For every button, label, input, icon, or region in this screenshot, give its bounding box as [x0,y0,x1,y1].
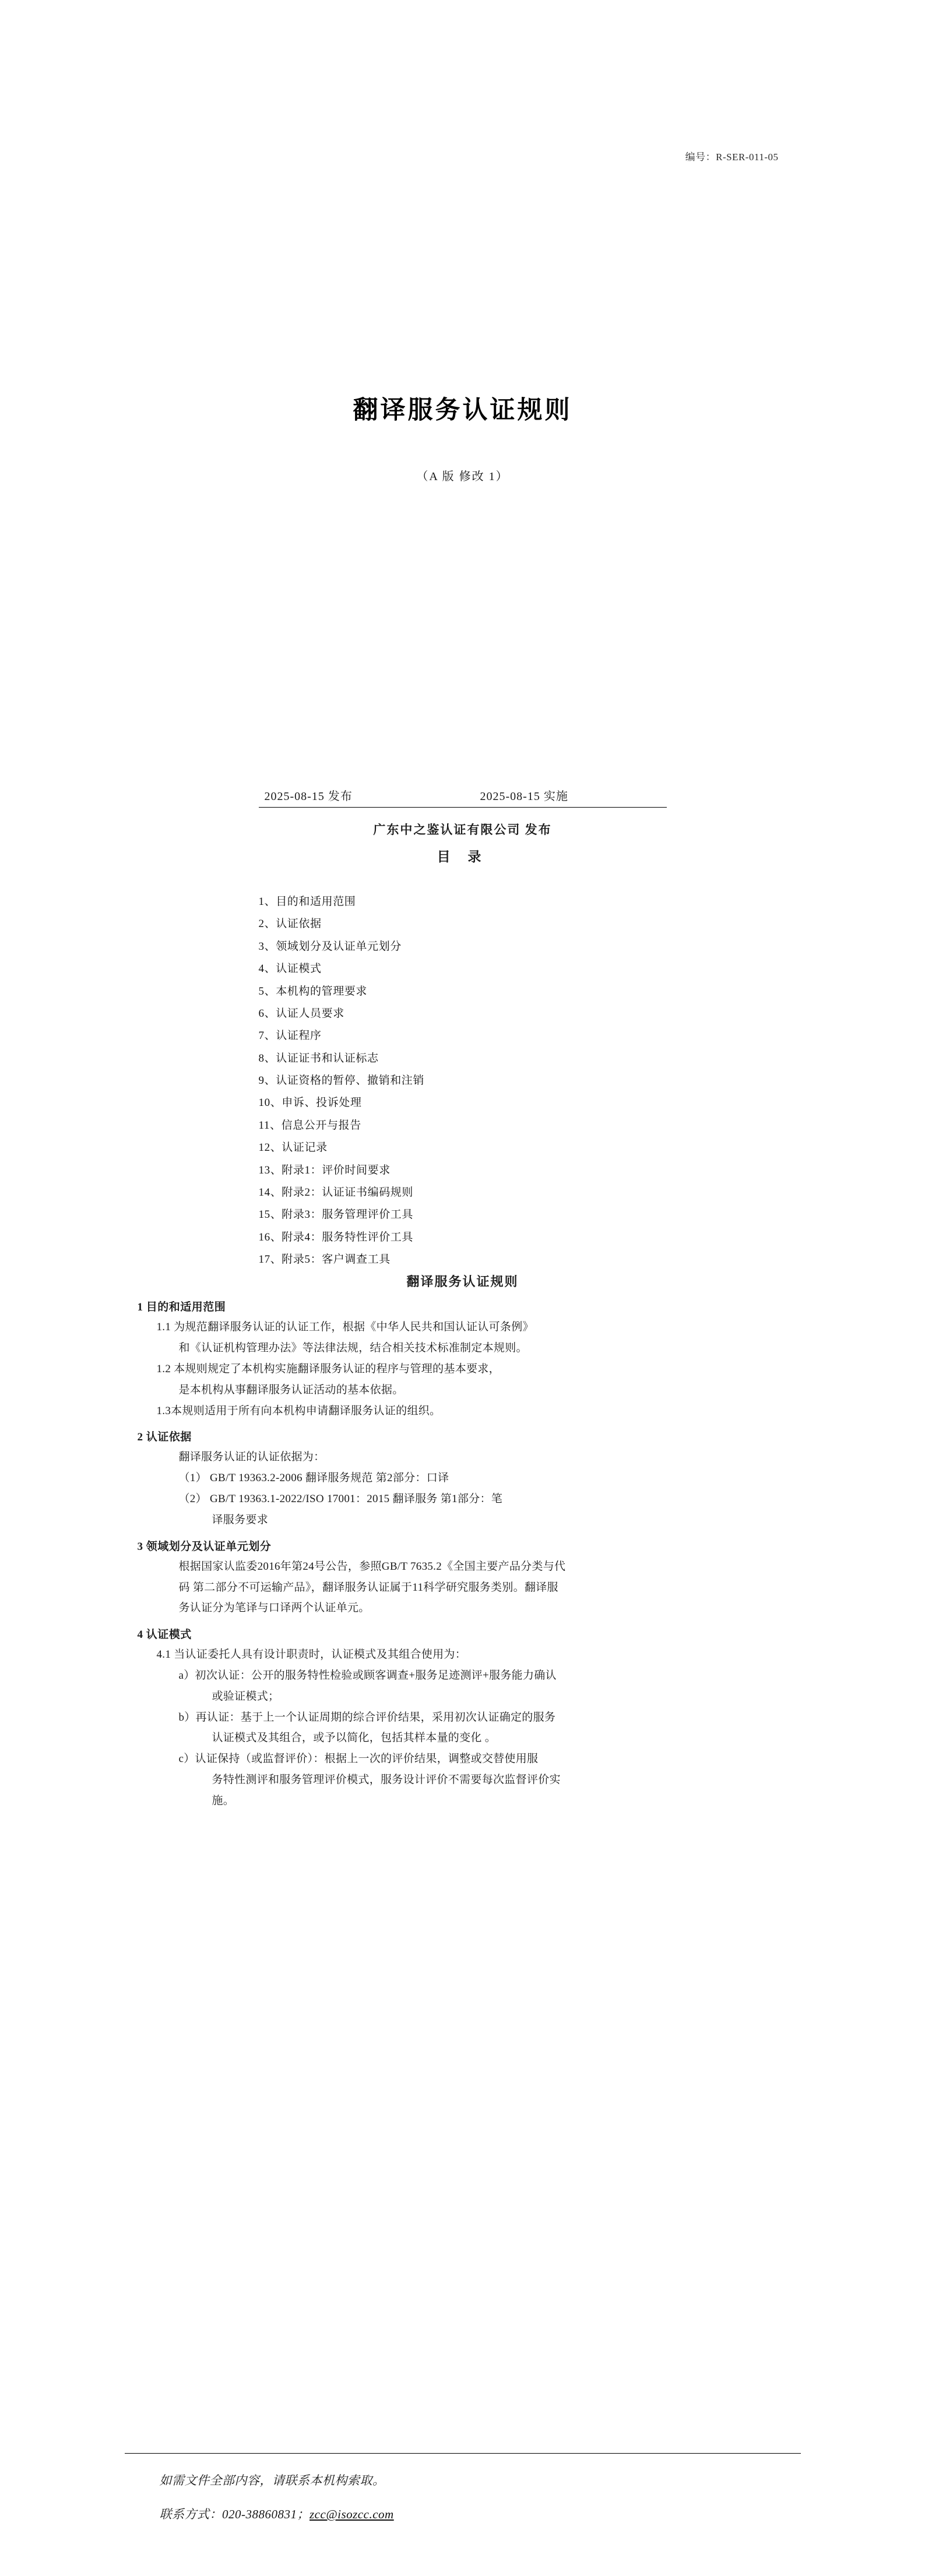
section-paragraph: 和《认证机构管理办法》等法律法规，结合相关技术标准制定本规则。 [178,1342,527,1355]
issue-date: 2025-08-15 发布 [264,790,353,803]
body-section [125,1272,801,1810]
section-paragraph: 1.2 本规则规定了本机构实施翻译服务认证的程序与管理的基本要求， [156,1363,500,1375]
section-paragraph: 务特性测评和服务管理评价模式，服务设计评价不需要每次监督评价实 [212,1774,561,1786]
cover-title: 翻译服务认证规则 [353,396,572,425]
footer [0,2453,925,2522]
section-paragraph: c）认证保持（或监督评价）：根据上一次的评价结果，调整或交替使用服 [178,1753,539,1766]
section-paragraph: 译服务要求 [212,1513,269,1526]
section-paragraph: a）初次认证：公开的服务特性检验或顾客调查+服务足迹测评+服务能力确认 [178,1669,557,1682]
toc-item[interactable]: 6、认证人员要求 [258,1007,344,1020]
toc-item[interactable]: 12、认证记录 [258,1141,328,1154]
section-paragraph: （1） GB/T 19363.2-2006 翻译服务规范 第2部分：口译 [178,1472,449,1485]
toc-item[interactable]: 17、附录5：客户调查工具 [258,1253,391,1266]
publisher: 广东中之鉴认证有限公司 发布 [373,823,552,837]
toc-item[interactable]: 15、附录3：服务管理评价工具 [258,1208,414,1221]
toc-heading: 目 录 [437,850,488,864]
section-paragraph: 务认证分为笔译与口译两个认证单元。 [178,1602,370,1615]
effective-date: 2025-08-15 实施 [480,790,568,803]
footer-divider [125,2453,801,2454]
contact-email-link[interactable]: zcc@isozcc.com [309,2507,394,2521]
section-paragraph: 或验证模式； [212,1690,280,1703]
section-heading: 3 领域划分及认证单元划分 [137,1540,272,1553]
toc-item[interactable]: 1、目的和适用范围 [258,896,356,908]
toc-item[interactable]: 10、申诉、投诉处理 [258,1097,362,1109]
toc-item[interactable]: 7、认证程序 [258,1030,322,1042]
footer-note: 如需文件全部内容，请联系本机构索取。 [159,2473,385,2487]
issue-divider [259,807,667,808]
section-paragraph: 4.1 当认证委托人具有设计职责时，认证模式及其组合使用为： [156,1648,467,1661]
section-heading: 4 认证模式 [137,1629,192,1641]
toc-item[interactable]: 4、认证模式 [258,963,322,975]
issue-row [125,787,801,804]
body-title: 翻译服务认证规则 [406,1274,519,1289]
section-paragraph: 根据国家认监委2016年第24号公告，参照GB/T 7635.2《全国主要产品分类与代 [178,1560,566,1573]
footer-contact [125,2505,801,2522]
toc-item[interactable]: 16、附录4：服务特性评价工具 [258,1231,414,1243]
document-number: 编号：R-SER-011-05 [685,151,779,163]
toc-item[interactable]: 9、认证资格的暂停、撤销和注销 [258,1074,425,1087]
section-paragraph: b）再认证：基于上一个认证周期的综合评价结果，采用初次认证确定的服务 [178,1711,556,1724]
toc-section [125,846,801,1271]
toc-list [125,891,801,1271]
section-paragraph: 1.1 为规范翻译服务认证的认证工作，根据《中华人民共和国认证认可条例》 [156,1321,534,1334]
toc-item[interactable]: 13、附录1：评价时间要求 [258,1164,391,1176]
body-sections [125,1298,801,1810]
toc-item[interactable]: 2、认证依据 [258,918,322,931]
section-heading: 1 目的和适用范围 [137,1301,226,1314]
toc-item[interactable]: 5、本机构的管理要求 [258,985,368,998]
section-paragraph: 翻译服务认证的认证依据为： [178,1451,325,1464]
cover-section [125,0,801,838]
section-paragraph: 认证模式及其组合，或予以简化，包括其样本量的变化 。 [212,1732,497,1745]
section-paragraph: 是本机构从事翻译服务认证活动的基本依据。 [178,1383,404,1396]
section-paragraph: 施。 [212,1794,235,1807]
toc-item[interactable]: 3、领域划分及认证单元划分 [258,940,402,953]
toc-item[interactable]: 14、附录2：认证证书编码规则 [258,1186,414,1199]
section-paragraph: （2） GB/T 19363.1-2022/ISO 17001：2015 翻译服务 第1部分：笔 [178,1493,503,1506]
toc-item[interactable]: 8、认证证书和认证标志 [258,1052,379,1065]
section-paragraph: 1.3本规则适用于所有向本机构申请翻译服务认证的组织。 [156,1404,441,1417]
cover-version: （A 版 修改 1） [416,470,509,483]
footer-contact-prefix: 联系方式：020-38860831； [159,2507,309,2521]
toc-item[interactable]: 11、信息公开与报告 [258,1119,361,1132]
section-heading: 2 认证依据 [137,1431,192,1444]
section-paragraph: 码 第二部分不可运输产品》，翻译服务认证属于11科学研究服务类别。翻译服 [178,1581,558,1594]
